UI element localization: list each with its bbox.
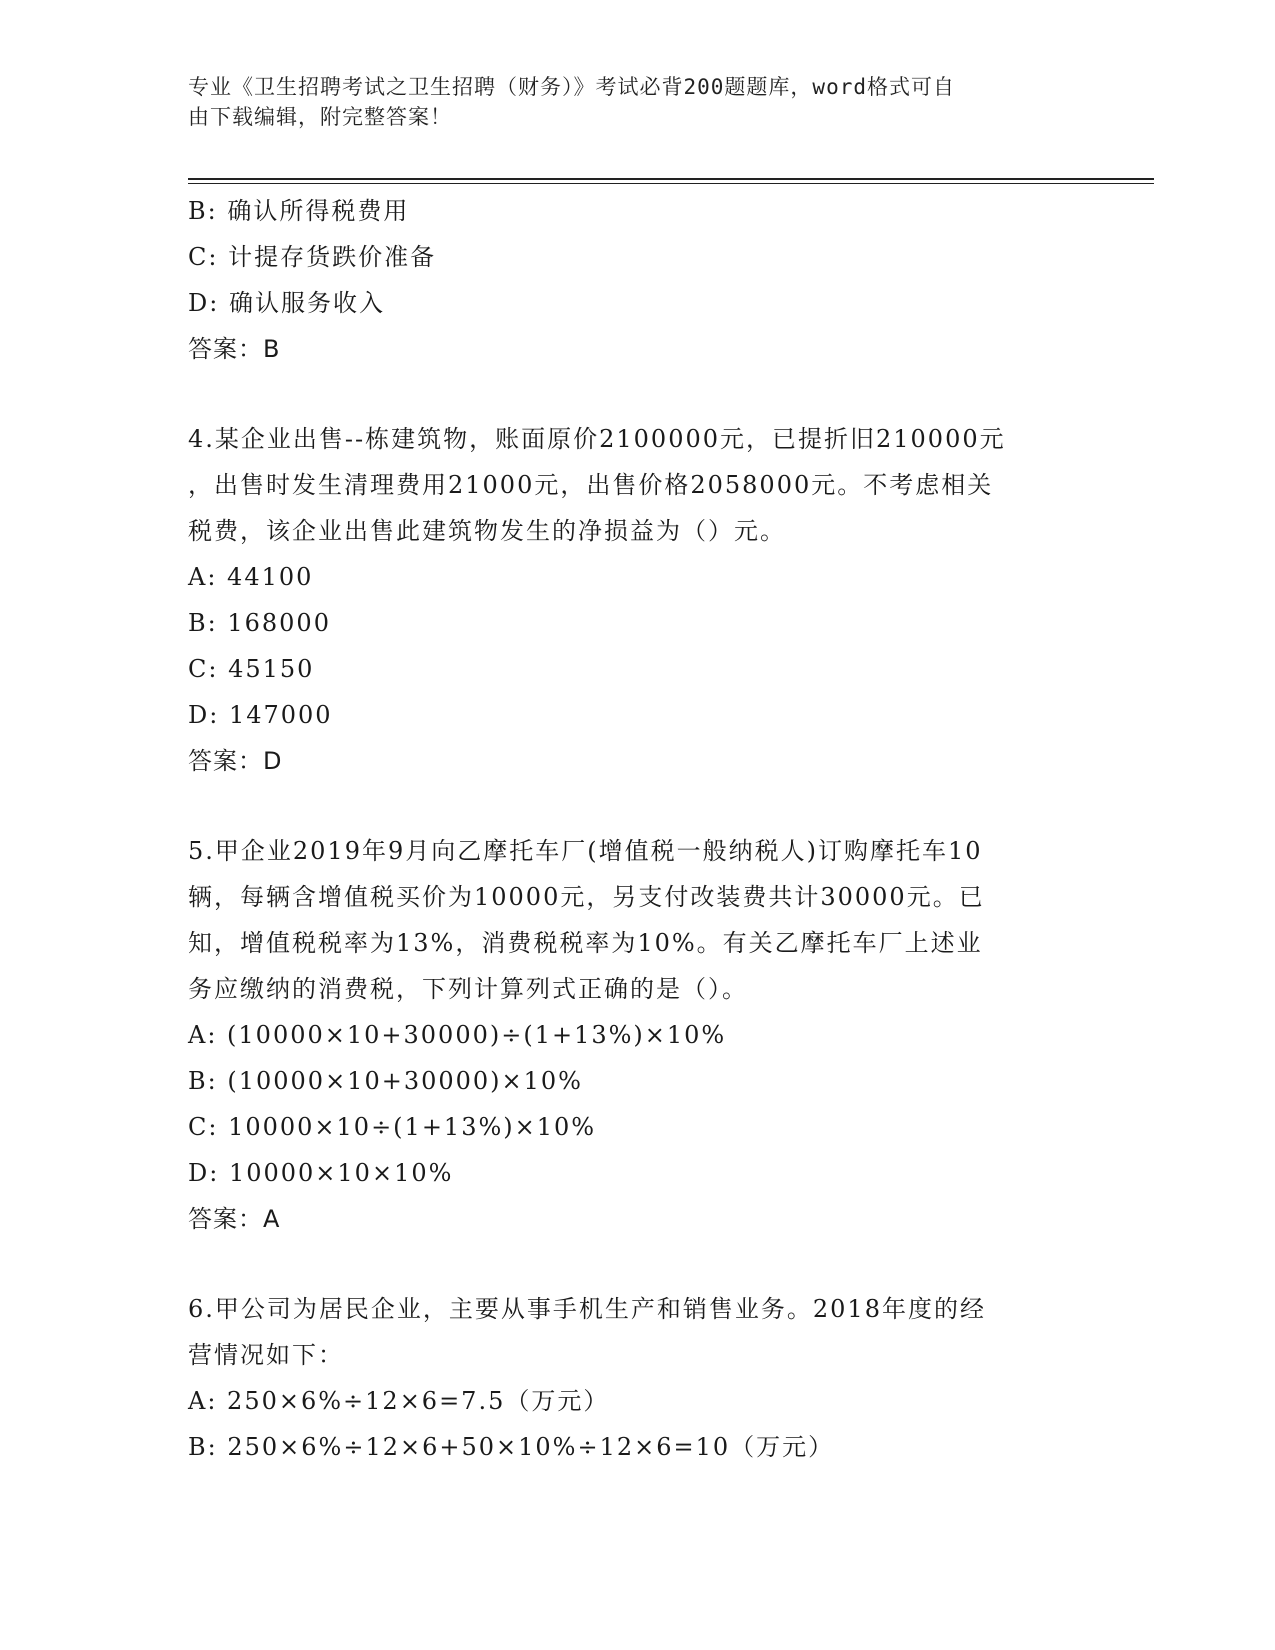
header-divider-thin <box>188 183 1154 184</box>
option-c: C: 计提存货跌价准备 <box>188 243 437 271</box>
question-6 <box>188 1286 1088 1470</box>
header-title-line-1: 专业《卫生招聘考试之卫生招聘（财务）》考试必背200题题库，word格式可自 <box>188 75 955 99</box>
answer-label: 答案：B <box>188 335 281 363</box>
option-b: B: (10000×10+30000)×10% <box>188 1067 583 1095</box>
option-a: A: (10000×10+30000)÷(1+13%)×10% <box>188 1021 727 1049</box>
answer-label: 答案：A <box>188 1205 281 1233</box>
stem-line: ，出售时发生清理费用21000元，出售价格2058000元。不考虑相关 <box>188 471 994 499</box>
option-d: D: 10000×10×10% <box>188 1159 454 1187</box>
stem-line: 6.甲公司为居民企业，主要从事手机生产和销售业务。2018年度的经 <box>188 1295 986 1323</box>
stem-line: 营情况如下： <box>188 1341 344 1369</box>
header-title-line-2: 由下载编辑，附完整答案！ <box>188 105 452 129</box>
option-b: B: 确认所得税费用 <box>188 197 410 225</box>
option-b: B: 250×6%÷12×6+50×10%÷12×6=10（万元） <box>188 1433 835 1461</box>
header-divider <box>188 178 1154 180</box>
document-header <box>188 72 1088 132</box>
stem-line: 知，增值税税率为13%，消费税税率为10%。有关乙摩托车厂上述业 <box>188 929 983 957</box>
answer-label: 答案：D <box>188 747 283 775</box>
option-b: B: 168000 <box>188 609 331 637</box>
question-5 <box>188 828 1088 1242</box>
question-stem <box>188 416 1088 554</box>
question-3-tail <box>188 188 1088 372</box>
option-a: A: 250×6%÷12×6=7.5（万元） <box>188 1387 610 1415</box>
option-d: D: 确认服务收入 <box>188 289 385 317</box>
option-a: A: 44100 <box>188 563 314 591</box>
option-c: C: 45150 <box>188 655 315 683</box>
option-d: D: 147000 <box>188 701 333 729</box>
stem-line: 务应缴纳的消费税，下列计算列式正确的是（）。 <box>188 975 748 1003</box>
question-stem <box>188 1286 1088 1378</box>
question-stem <box>188 828 1088 1012</box>
question-list <box>188 188 1088 1470</box>
option-c: C: 10000×10÷(1+13%)×10% <box>188 1113 597 1141</box>
stem-line: 5.甲企业2019年9月向乙摩托车厂(增值税一般纳税人)订购摩托车10 <box>188 837 983 865</box>
stem-line: 税费，该企业出售此建筑物发生的净损益为（）元。 <box>188 517 786 545</box>
question-4 <box>188 416 1088 784</box>
stem-line: 辆，每辆含增值税买价为10000元，另支付改装费共计30000元。已 <box>188 883 985 911</box>
stem-line: 4.某企业出售--栋建筑物，账面原价2100000元，已提折旧210000元 <box>188 425 1006 453</box>
